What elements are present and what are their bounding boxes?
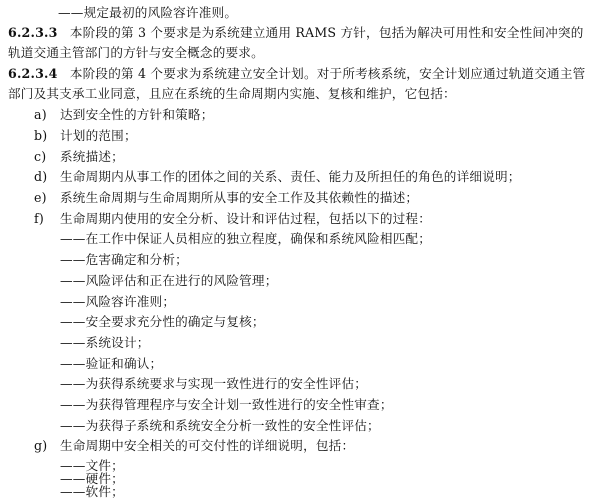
list-text: 系统生命周期与生命周期所从事的安全工作及其依赖性的描述； — [60, 190, 419, 205]
clause-number: 6.2.3.4 — [8, 66, 58, 81]
list-marker: a) — [34, 107, 47, 122]
f-subitem: ——安全要求充分性的确定与复核； — [60, 314, 265, 329]
clause-text: 本阶段的第 4 个要求为系统建立安全计划。对于所考核系统，安全计划应通过轨道交通主管 — [69, 66, 586, 81]
g-subitem: ——硬件； — [60, 471, 124, 486]
list-item-a — [34, 105, 214, 124]
clause-6-2-3-3-line1 — [8, 23, 584, 42]
clause-text: 本阶段的第 3 个要求是为系统建立通用 RAMS 方针，包括为解决可用性和安全性间冲突的 — [69, 25, 584, 40]
f-subitem: ——在工作中保证人员相应的独立程度，确保和系统风险相匹配； — [60, 231, 432, 246]
list-marker: c) — [34, 149, 47, 164]
clause-6-2-3-4-line2: 部门及其支承工业同意，且应在系统的生命周期内实施、复核和维护，它包括： — [8, 86, 456, 101]
list-marker: b) — [34, 128, 48, 143]
clause-number: 6.2.3.3 — [8, 25, 58, 40]
f-subitem: ——为获得系统要求与实现一致性进行的安全性评估； — [60, 376, 368, 391]
list-text: 生命周期内从事工作的团体之间的关系、责任、能力及所担任的角色的详细说明； — [60, 169, 521, 184]
clause-6-2-3-3-line2: 轨道交通主管部门的方针与安全概念的要求。 — [8, 45, 264, 60]
f-subitem: ——风险评估和正在进行的风险管理； — [60, 273, 278, 288]
f-subitem: ——为获得子系统和系统安全分析一致性的安全性评估； — [60, 418, 380, 433]
f-subitem: ——为获得管理程序与安全计划一致性进行的安全性审查； — [60, 397, 393, 412]
f-subitem: ——系统设计； — [60, 335, 150, 350]
f-subitem: ——危害确定和分析； — [60, 252, 188, 267]
list-marker: e) — [34, 190, 47, 205]
f-subitem: ——验证和确认； — [60, 356, 163, 371]
list-text: 生命周期内使用的安全分析、设计和评估过程，包括以下的过程： — [60, 211, 432, 226]
clause-6-2-3-4-line1 — [8, 64, 585, 83]
list-item-f — [34, 209, 431, 228]
f-subitem: ——风险容许准则； — [60, 294, 176, 309]
list-text: 达到安全性的方针和策略； — [60, 107, 214, 122]
g-subitem: ——软件； — [60, 484, 124, 499]
list-marker: f) — [34, 211, 44, 226]
list-text: 生命周期中安全相关的可交付性的详细说明，包括： — [60, 438, 355, 453]
top-dash-item: ——规定最初的风险容许准则。 — [58, 5, 238, 20]
g-subitem: ——文件； — [60, 458, 124, 473]
list-text: 计划的范围； — [60, 128, 137, 143]
list-marker: d) — [34, 169, 48, 184]
list-item-g — [34, 436, 354, 455]
list-item-c — [34, 147, 124, 166]
list-item-b — [34, 126, 137, 145]
list-text: 系统描述； — [60, 149, 124, 164]
list-item-e — [34, 188, 418, 207]
list-item-d — [34, 167, 521, 186]
list-marker: g) — [34, 438, 48, 453]
